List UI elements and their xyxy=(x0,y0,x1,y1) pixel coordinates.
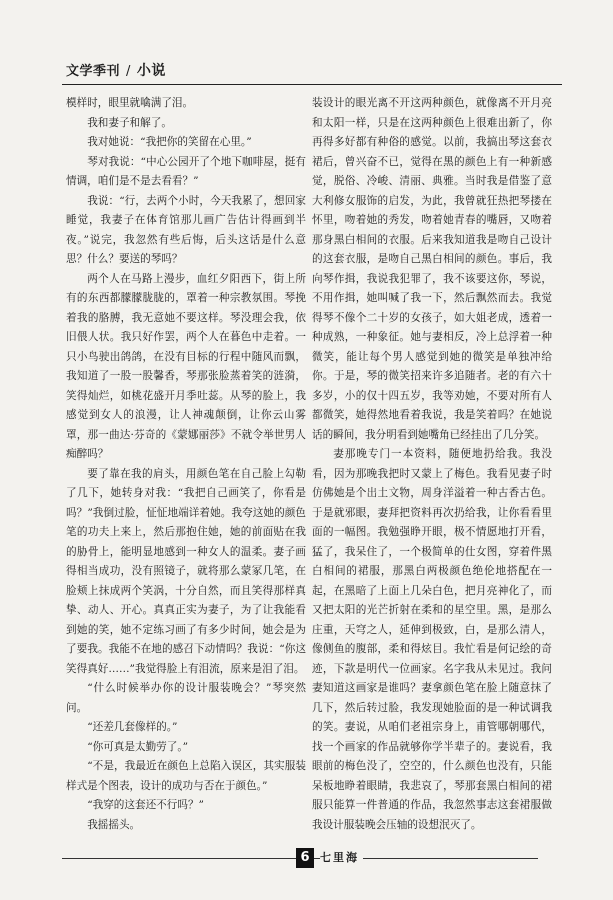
section-name: 小说 xyxy=(136,63,166,79)
right-column xyxy=(312,94,552,834)
page-number: 6 xyxy=(296,848,314,868)
paragraph: 我对她说：“我把你的笑留在心里。” xyxy=(87,136,252,148)
paragraph: 我和妻子和解了。 xyxy=(87,116,172,129)
left-column xyxy=(66,94,306,834)
paragraph: “什么时候举办你的设计服装晚会？”琴突然问。 xyxy=(66,682,306,714)
journal-name: 文学季刊 xyxy=(66,64,121,79)
header-separator: / xyxy=(126,64,131,79)
footer-magazine-title: 七里海 xyxy=(320,849,363,865)
paragraph: “你可真是太勤劳了。” xyxy=(87,740,189,753)
paragraph: 模样时，眼里就噙满了泪。 xyxy=(66,97,194,109)
paragraph: “不是，我最近在颜色上总陷入误区，其实服装样式是个图表，设计的成功与否在于颜色。” xyxy=(66,760,306,792)
paragraph: 要了靠在我的肩头，用颜色笔在自己脸上勾勒了几下，她转身对我：“我把自己画笑了，你看是吗？”我倒过脸，怔怔地端详着她。我夸这她的颜色笔的功夫上来上，然后那抱住她，她的前面贴在我的胁骨上，能明显地感到一种女人的温柔。妻子画得相当成功，没有照镜子，就将那么蒙冢几笔，在脸颊上抹成两个笑涡，十分自然，而且笑得那样真挚、动人、开心。真真正实为妻子，为了让我能看到她的笑，她不定练习画了有多少时间，她会是为了要我。我能不在地的感召下动情吗？我说：“你这笑得真好……”我觉得脸上有泪流，原来是泪了泪。 xyxy=(66,467,306,675)
paragraph: 装设计的眼光离不开这两种颜色，就像离不开月亮和太阳一样，只是在这两种颜色上很难出新了，你再得多好都有种俗的感觉。以前，我搞出琴这套衣裙后，曾兴奋不已，觉得在黑的颜色上有一种新感觉，脱俗、冷峻、清丽、典雅。当时我是借鉴了意大利修女服饰的启发，为此，我曾就狂热把琴搂在怀里，吻着她的秀发，吻着她青春的嘴唇，又吻着那身黑白相间的衣服。后来我知道我是吻自己设计的这套衣服，是吻自己黑白相间的颜色。事后，我向琴作揖，我说我犯罪了，我不该要这你，琴说，不用作揖，她叫喊了我一下，然后飘然而去。我觉得琴不像个二十岁的女孩子，如大姐老成，透着一种成熟，一种象征。她与妻相反，冷上总浮着一种微笑，能让每个男人感觉到她的微笑是单独冲给你。于是，琴的微笑招来许多追随者。老的有六十多岁，小的仅十四五岁，我等劝她，不要对所有人都微笑，她得然地看着我说，我是笑着吗？在她说话的瞬间，我分明看到她嘴角已经挂出了几分笑。 xyxy=(312,97,552,441)
paragraph: “还差几套像样的。” xyxy=(87,721,178,733)
running-header xyxy=(62,58,562,85)
paragraph: 琴对我说：“中心公园开了个地下咖啡屋，挺有情调，咱们是不是去看看？” xyxy=(66,155,306,187)
paragraph: “我穿的这套还不行吗？” xyxy=(87,799,204,811)
header-label xyxy=(66,60,166,80)
paragraph: 我摇摇头。 xyxy=(87,818,141,831)
paragraph: 我说：“行，去两个小时，今天我累了，想回家睡觉，我妻子在体育馆那儿画广告估计得画到半夜。”说完，我忽然有些后悔，后头这话是什么意思？什么？要送的琴吗？ xyxy=(66,194,306,265)
paragraph: 两个人在马路上漫步，血红夕阳西下，街上所有的东西都朦朦胧胧的，罩着一种宗教氛围。琴挽着我的胳膊，我无意她不要这样。琴没理会我，依旧偎人状。我只好作罢，两个人在暮色中走着。一只小鸟驶出鸽鸽，在没有目标的行程中随风而飘，我知道了一股一股馨香，琴那张脸蒸着笑的涟漪，笑得灿烂，如桃花盛开月季吐蕊。从琴的脸上，我感觉到女人的浪漫，让人神魂颠倒，让你云山雾罩，那一曲达·芬奇的《蒙娜丽莎》不就令举世男人痴醉吗？ xyxy=(66,272,306,460)
paragraph: 妻那晚专门一本资料，随便地扔给我。我没看，因为那晚我把时又蒙上了梅色。我看见妻子时仿佛她是个出土文物，周身洋溢着一种古香古色。于是就邪眼，妻拜把资料再次扔给我，让你看看里面的一幅图。我勉强睁开眼，极不情愿地打开看，猛了，我呆住了，一个极简单的仕女图，穿着件黑白相间的裙服，那黑白两极颜色绝伦地搭配在一起，在黑暗了上面上几朵白色，把月亮神化了，而又把太阳的光芒折射在柔和的星空里。黑，是那么庄重，天穹之人，延伸到极致，白，是那么清人，像侧鱼的腹部，柔和得炫目。我忙看是何记绘的奇迹，下款是明代一位画家。名字我从未见过。我问妻知道这画家是谁吗？妻拿颜色笔在脸上随意抹了几下，然后转过脸，我发现她脸面的是一种试调我的笑。妻说，从咱们老祖宗身上，甫管哪朝哪代，找一个画家的作品就够你学半辈子的。妻说看，我眼前的梅色没了，空空的，什么颜色也没有，只能呆板地睁着眼睛，我悲哀了，琴那套黑白相间的裙服只能算一件普通的作品，我忽然事志这套裙服做我设计服装晚会压轴的设想泯灭了。 xyxy=(312,448,552,831)
